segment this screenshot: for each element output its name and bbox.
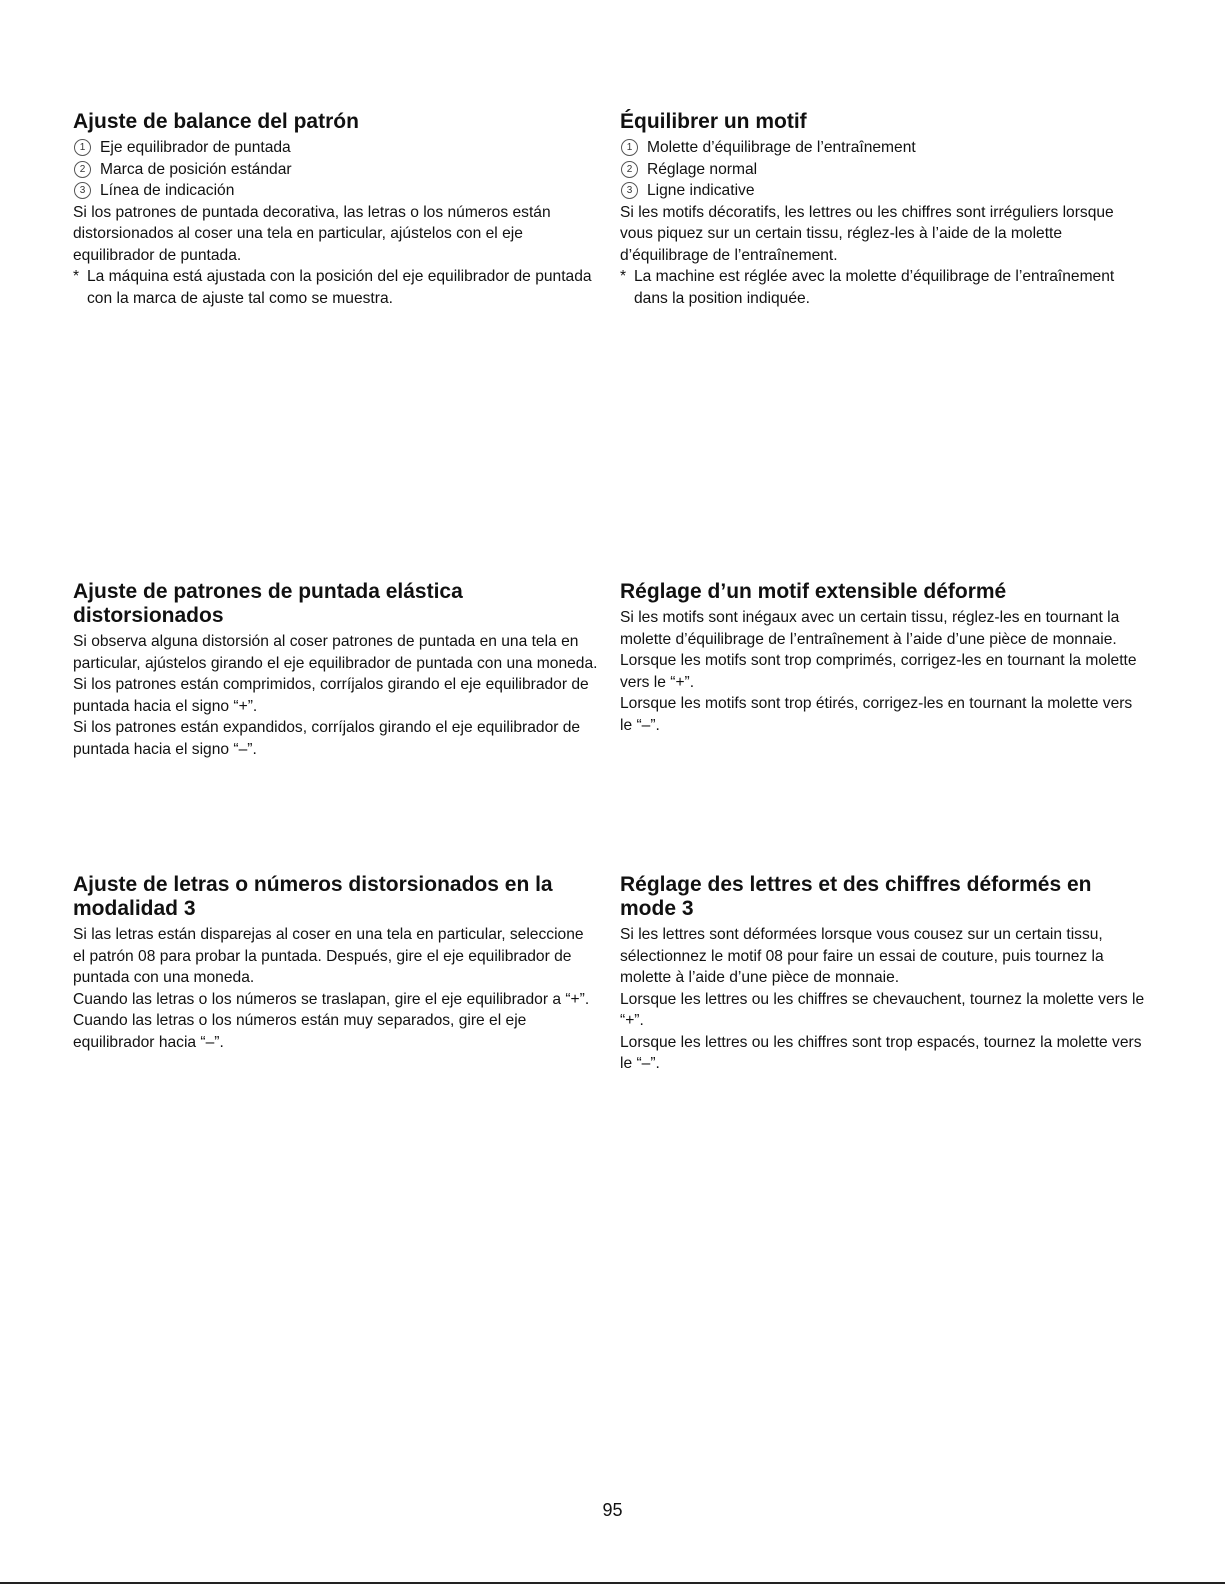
circled-number: 1 [74, 139, 91, 156]
circled-number: 3 [621, 182, 638, 199]
body-paragraph: Lorsque les motifs sont trop étirés, corrigez-les en tournant la molette vers le “–”. [620, 695, 1133, 734]
callout-text: Molette d’équilibrage de l’entraînement [647, 139, 916, 156]
section-title: Ajuste de balance del patrón [73, 110, 359, 133]
body-paragraph: Si les motifs décoratifs, les lettres ou les chiffres sont irréguliers lorsque vous piquez sur un certain tissu, réglez-les à l’aide de la molette d’équilibrage de l’entraînement. [620, 203, 1114, 264]
callout-text: Marca de posición estándar [100, 160, 292, 178]
callout-item [620, 159, 1145, 181]
body-paragraph: Lorsque les lettres ou les chiffres se chevauchent, tournez la molette vers le “+”. [620, 990, 1145, 1029]
bottom-rule [0, 1582, 1225, 1584]
note: * La máquina está ajustada con la posición del eje equilibrador de puntada con la marca de ajuste tal como se muestra. [73, 266, 598, 309]
body-paragraph: Lorsque les motifs sont trop comprimés, corrigez-les en tournant la molette vers le “+”. [620, 652, 1137, 691]
body-paragraph: Si les motifs sont inégaux avec un certain tissu, réglez-les en tournant la molette d’équilibrage de l’entraînement à l’aide d’une pièce de monnaie. [620, 609, 1120, 648]
section-title: Réglage des lettres et des chiffres déformés en mode 3 [620, 873, 1092, 920]
callout-list [73, 137, 598, 202]
callout-text: Línea de indicación [100, 182, 235, 199]
section-title: Réglage d’un motif extensible déformé [620, 580, 1007, 603]
circled-number: 2 [621, 161, 638, 178]
note-text: La machine est réglée avec la molette d’équilibrage de l’entraînement dans la position indiquée. [634, 268, 1115, 307]
body-paragraph: Si los patrones están expandidos, corríjalos girando el eje equilibrador de puntada hacia el signo “–”. [73, 719, 581, 758]
section-fr-letters-mode3 [620, 873, 1145, 1075]
body-paragraph: Si las letras están disparejas al coser en una tela en particular, seleccione el patrón 08 para probar la puntada. Después, gire el eje equilibrador de puntada con una moneda. [73, 926, 584, 986]
callout-text: Réglage normal [647, 160, 758, 178]
section-title: Ajuste de letras o números distorsionados en la modalidad 3 [73, 873, 553, 920]
section-title: Équilibrer un motif [620, 110, 807, 133]
callout-text: Ligne indicative [647, 182, 755, 199]
section-fr-elastic-stitch [620, 580, 1145, 736]
section-fr-pattern-balance [620, 110, 1145, 309]
body-paragraph: Cuando las letras o los números se traslapan, gire el eje equilibrador a “+”. [73, 990, 590, 1008]
note-text: La máquina está ajustada con la posición del eje equilibrador de puntada con la marca de ajuste tal como se muestra. [87, 268, 592, 307]
body-paragraph: Si observa alguna distorsión al coser patrones de puntada en una tela en particular, ajústelos girando el eje equilibrador de puntada con una moneda. [73, 633, 598, 672]
section-es-elastic-stitch [73, 580, 598, 760]
circled-number: 1 [621, 139, 638, 156]
callout-item [73, 137, 598, 159]
circled-number: 3 [74, 182, 91, 199]
section-es-letters-mode3 [73, 873, 598, 1053]
page-number: 95 [602, 1500, 623, 1520]
note: * La machine est réglée avec la molette d’équilibrage de l’entraînement dans la position indiquée. [620, 266, 1145, 309]
callout-item [73, 180, 598, 202]
callout-list [620, 137, 1145, 202]
body-paragraph: Si los patrones están comprimidos, corríjalos girando el eje equilibrador de puntada hacia el signo “+”. [73, 676, 589, 715]
circled-number: 2 [74, 161, 91, 178]
body-paragraph: Si los patrones de puntada decorativa, las letras o los números están distorsionados al coser una tela en particular, ajústelos con el eje equilibrador de puntada. [73, 203, 551, 264]
callout-item [620, 137, 1145, 159]
callout-item [73, 159, 598, 181]
callout-item [620, 180, 1145, 202]
body-paragraph: Cuando las letras o los números están muy separados, gire el eje equilibrador hacia “–”. [73, 1012, 527, 1051]
body-paragraph: Lorsque les lettres ou les chiffres sont trop espacés, tournez la molette vers le “–”. [620, 1033, 1142, 1072]
section-title: Ajuste de patrones de puntada elástica distorsionados [73, 580, 463, 627]
section-es-pattern-balance [73, 110, 598, 309]
callout-text: Eje equilibrador de puntada [100, 139, 291, 156]
body-paragraph: Si les lettres sont déformées lorsque vous cousez sur un certain tissu, sélectionnez le motif 08 pour faire un essai de couture, puis tournez la molette à l’aide d’une pièce de monnaie. [620, 926, 1104, 986]
